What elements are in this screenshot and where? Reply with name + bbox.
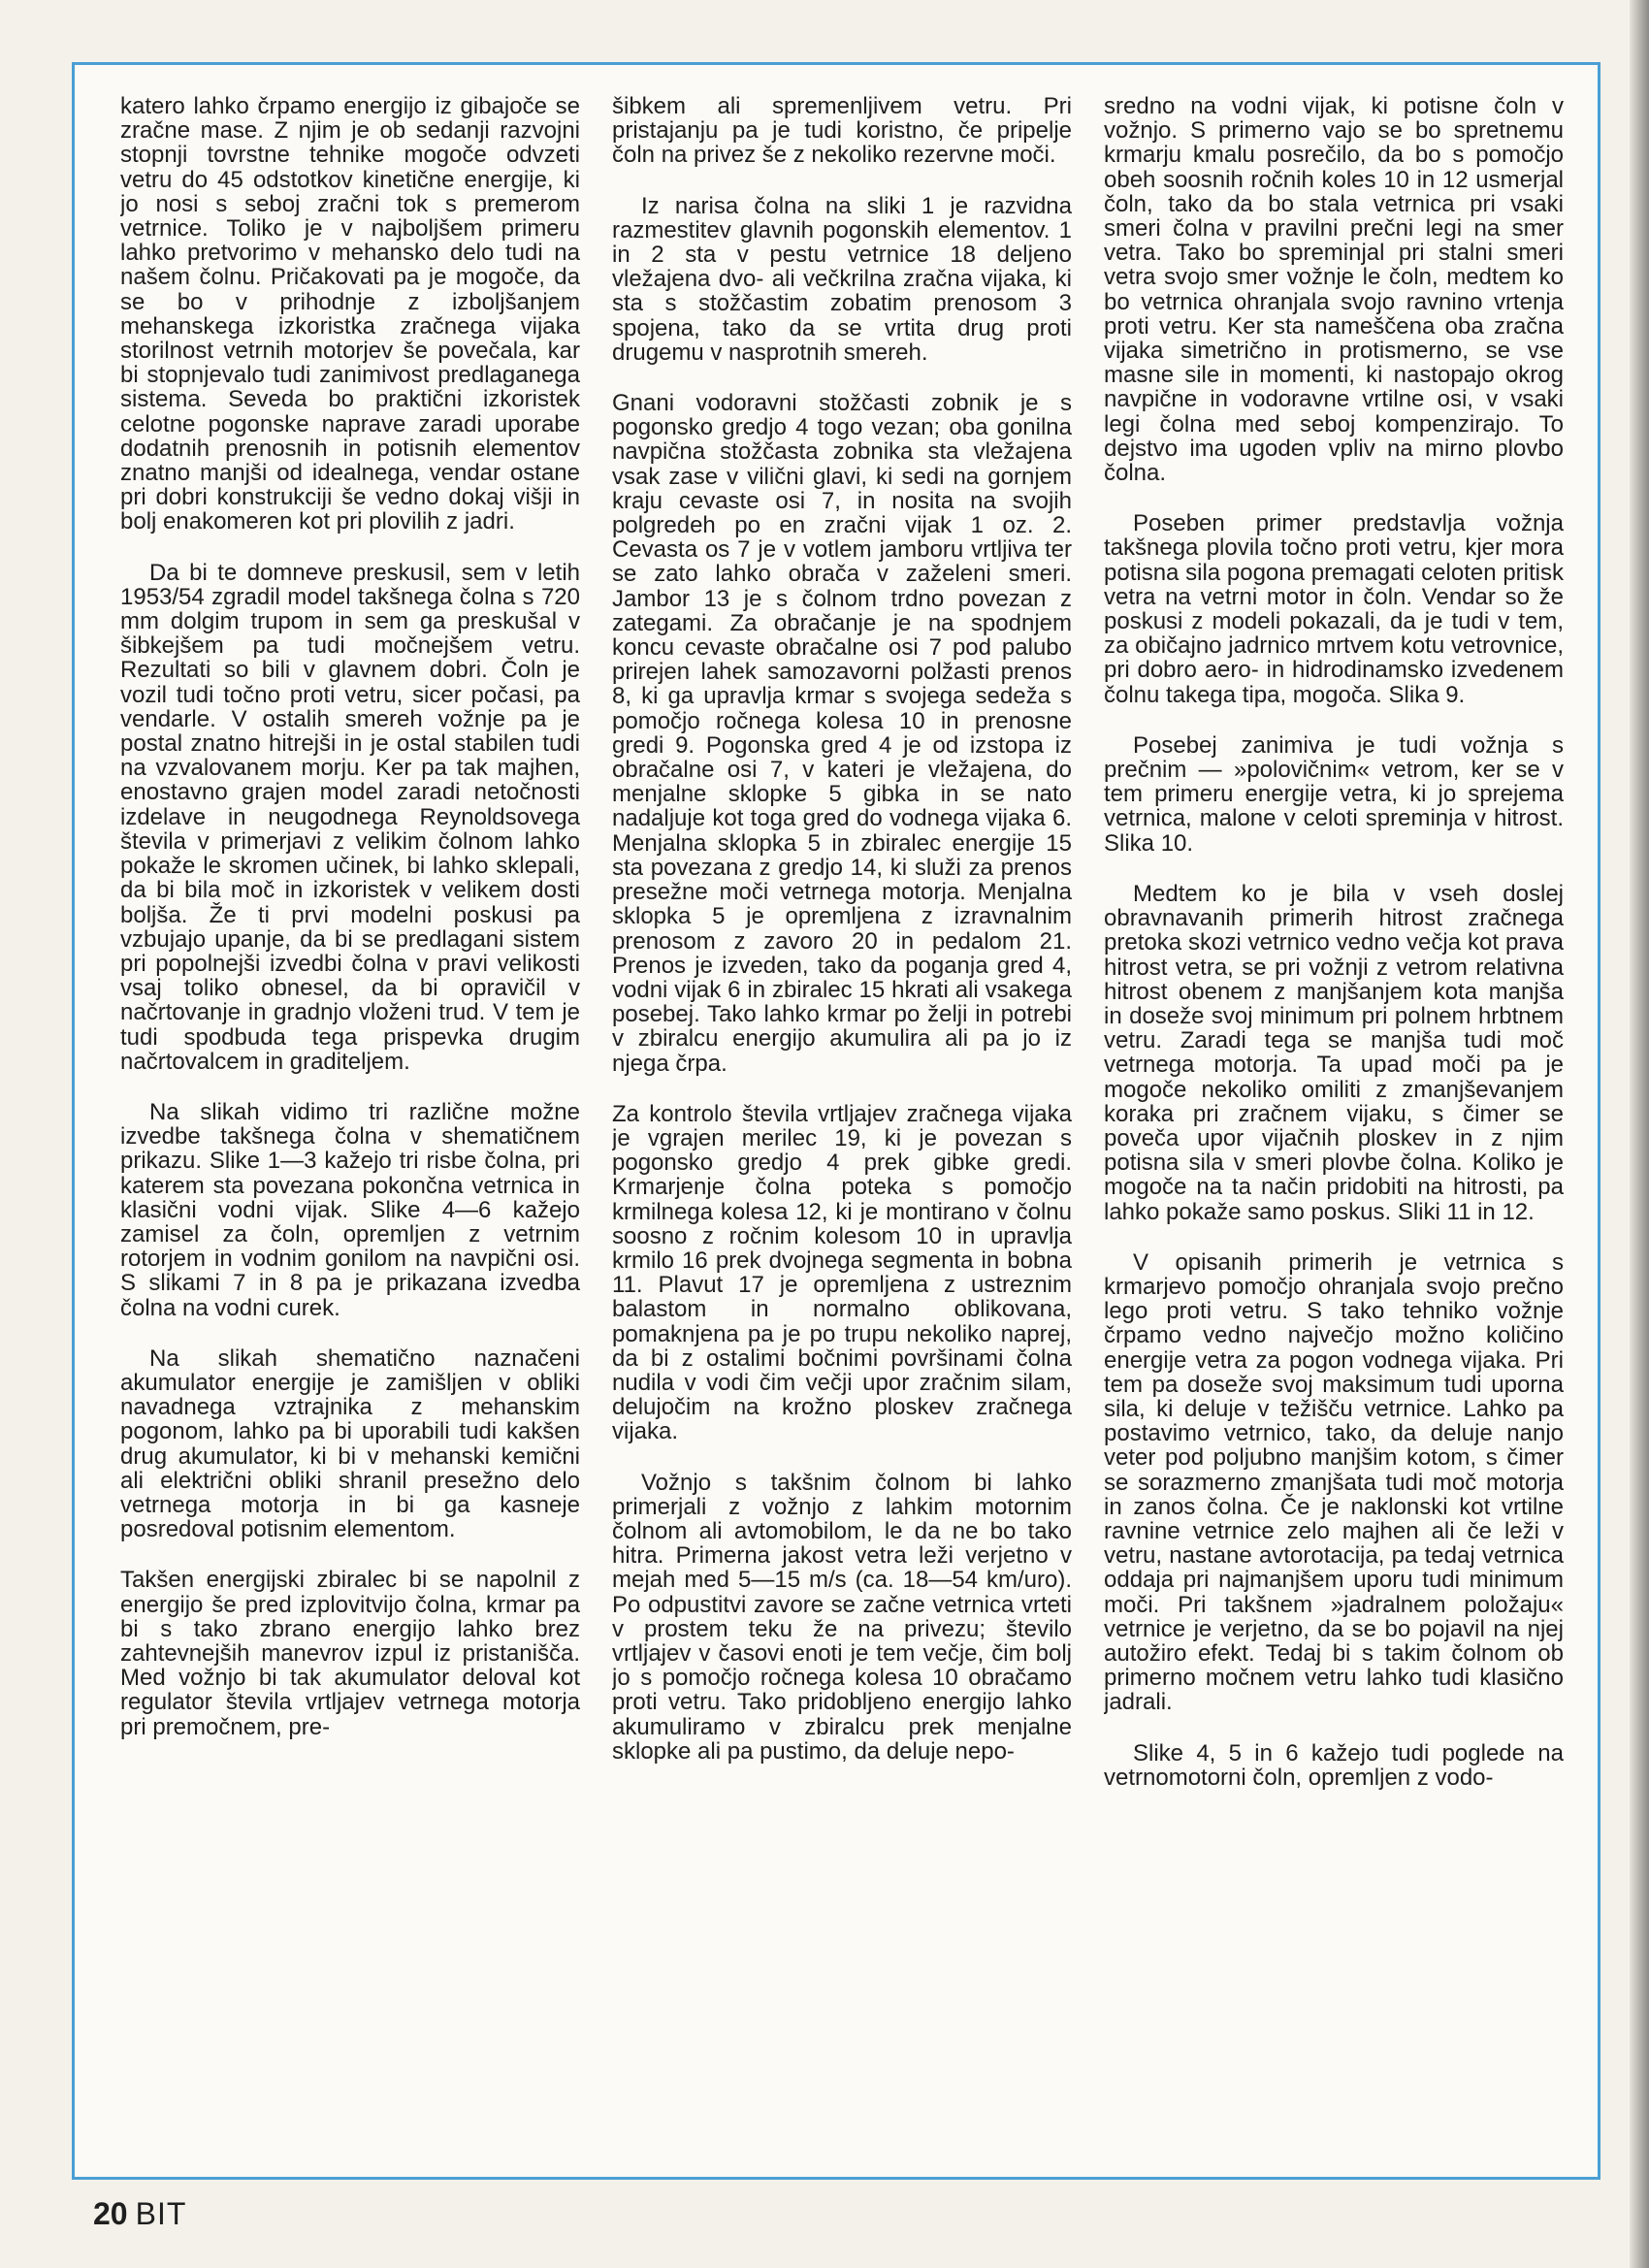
page-number: 20 — [93, 2196, 128, 2231]
column-2 — [612, 94, 1072, 2160]
paragraph: šibkem ali spremenljivem vetru. Pri pristajanju pa je tudi koristno, če pripelje čoln na privez še z nekoliko rezervne moči. — [612, 94, 1072, 169]
paragraph: V opisanih primerih je vetrnica s krmarjevo pomočjo ohranjala svojo prečno lego proti vetru. S tako tehniko vožnje črpamo vedno največjo možno količino energije vetra za pogon vodnega vijaka. Pri tem pa doseže svoj maksimum tudi uporna sila, ki deluje v težišču vetrnice. Lahko pa postavimo vetrnico, tako, da deluje nanjo veter pod poljubno manjšim kotom, s čimer se sorazmerno zmanjšata tudi moč motorja in zanos čolna. Če je naklonski kot vrtilne ravnine vetrnice zelo majhen ali če leži v vetru, nastane avtorotacija, pa tedaj vetrnica oddaja pri najmanjšem uporu tudi minimum moči. Pri takšnem »jadralnem položaju« vetrnice je verjetno, da se bo pojavil na njej autožiro efekt. Tedaj bi s takim čolnom ob primerno močnem vetru lahko tudi klasično jadrali. — [1104, 1248, 1564, 1716]
paragraph: katero lahko črpamo energijo iz gibajoče se zračne mase. Z njim je ob sedanji razvojni stopnji tovrstne tehnike mogoče odvzeti vetru do 45 odstotkov kinetične energije, ki jo nosi s seboj zračni tok s premerom vetrnice. Toliko je v najboljšem primeru lahko pretvorimo v mehansko delo tudi na našem čolnu. Pričakovati pa je mogoče, da se bo v prihodnje z izboljšanjem mehanskega izkoristka zračnega vijaka storilnost vetrnih motorjev še povečala, kar bi stopnjevalo tudi zanimivost predlaganega sistema. Seveda bo praktični izkoristek celotne pogonske naprave zaradi uporabe dodatnih prenosnih in potisnih elementov znatno manjši od idealnega, vendar ostane pri dobri konstrukciji še vedno dokaj višji in bolj enakomeren kot pri plovilih z jadri. — [120, 94, 580, 535]
page-folio — [93, 2194, 186, 2233]
paragraph: Iz narisa čolna na sliki 1 je razvidna razmestitev glavnih pogonskih elementov. 1 in 2 sta v pestu vetrnice 18 deljeno vležajena dvo- ali večkrilna zračna vijaka, ki sta s stožčastim zobatim prenosom 3 spojena, tako da se vrtita drug proti drugemu v nasprotnih smereh. — [612, 192, 1072, 366]
page-edge-shadow — [1630, 0, 1649, 2268]
paragraph: Za kontrolo števila vrtljajev zračnega vijaka je vgrajen merilec 19, ki je povezan s pogonsko gredjo 4 prek gibke gredi. Krmarjenje čolna poteka s pomočjo krmilnega kolesa 12, ki je montirano v čolnu soosno z ročnim kolesom 10 in upravlja krmilo 16 prek dvojnega segmenta in bobna 11. Plavut 17 je opremljena z ustreznim balastom in normalno oblikovana, pomaknjena pa je po trupu nekoliko naprej, da bi z ostalimi bočnimi površinami čolna nudila v vodi čim večji upor zračnim silam, delujočim na krožno ploskev zračnega vijaka. — [612, 1100, 1072, 1445]
paragraph: Takšen energijski zbiralec bi se napolnil z energijo še pred izplovitvijo čolna, krmar pa bi s tako zbrano energijo lahko brez zahtevnejših manevrov izpul iz pristanišča. Med vožnjo bi tak akumulator deloval kot regulator števila vrtljajev vetrnega motorja pri premočnem, pre- — [120, 1567, 580, 1740]
column-1 — [120, 94, 580, 2160]
paragraph: Gnani vodoravni stožčasti zobnik je s pogonsko gredjo 4 togo vezan; oba gonilna navpična stožčasta zobnika sta vležajena vsak zase v vilični glavi, ki sedi na gornjem kraju cevaste osi 7, in nosita na svojih polgredeh po en zračni vijak 1 oz. 2. Cevasta os 7 je v votlem jamboru vrtljiva ter se zato lahko obrača v zaželeni smeri. Jambor 13 je s čolnom trdno povezan z zategami. Za obračanje je na spodnjem koncu cevaste obračalne osi 7 pod palubo prirejen lahek samozavorni polžasti prenos 8, ki ga upravlja krmar s svojega sedeža s pomočjo ročnega kolesa 10 in prenosne gredi 9. Pogonska gred 4 je od izstopa iz obračalne osi 7, v kateri je vležajena, do menjalne sklopke 5 gibka in se nato nadaljuje kot toga gred do vodnega vijaka 6. Menjalna sklopka 5 in zbiralec energije 15 sta povezana z gredjo 14, ki služi za prenos presežne moči vetrnega motorja. Menjalna sklopka 5 je opremljena z izravnalnim prenosom z zavoro 20 in pedalom 21. Prenos je izveden, tako da poganja gred 4, vodni vijak 6 in zbiralec 15 hkrati ali vsakega posebej. Tako lahko krmar po želji in potrebi v zbiralcu energijo akumulira ali pa jo iz njega črpa. — [612, 390, 1072, 1077]
paragraph: Posebej zanimiva je tudi vožnja s prečnim — »polovičnim« vetrom, ker se v tem primeru energije vetra, ki jo sprejema vetrnica, malone v celoti spreminja v hitrost. Slika 10. — [1104, 731, 1564, 857]
paragraph: Poseben primer predstavlja vožnja takšnega plovila točno proti vetru, kjer mora potisna sila pogona premagati celoten pritisk vetra na vetrni motor in čoln. Vendar so že poskusi z modeli pokazali, da je tudi v tem, za običajno jadrnico mrtvem kotu vetrovnice, pri dobro aero- in hidrodinamsko izvedenem čolnu takega tipa, mogoča. Slika 9. — [1104, 510, 1564, 708]
paragraph: Medtem ko je bila v vseh doslej obravnavanih primerih hitrost zračnega pretoka skozi vetrnico vedno večja kot prava hitrost vetra, se pri vožnji z vetrom relativna hitrost obenem z manjšanjem kota manjša in doseže svoj minimum pri polnem hrbtnem vetru. Zaradi tega se manjša tudi moč vetrnega motorja. Ta upad moči pa je mogoče nekoliko omiliti z zmanjševanjem koraka pri zračnem vijaku, s čimer se poveča upor vijačnih ploskev in z njim potisna sila v smeri plovbe čolna. Koliko je mogoče na ta način pridobiti na hitrosti, pa lahko pokaže samo poskus. Sliki 11 in 12. — [1104, 880, 1564, 1225]
paragraph: Na slikah vidimo tri različne možne izvedbe takšnega čolna v shematičnem prikazu. Slike 1—3 kažejo tri risbe čolna, pri katerem sta povezana pokončna vetrnica in klasični vodni vijak. Slike 4—6 kažejo zamisel za čoln, opremljen z vetrnim rotorjem in vodnim gonilom na navpični osi. S slikami 7 in 8 pa je prikazana izvedba čolna na vodni curek. — [120, 1098, 580, 1321]
paragraph: sredno na vodni vijak, ki potisne čoln v vožnjo. S primerno vajo se bo spretnemu krmarju kmalu posrečilo, da bo s pomočjo obeh soosnih ročnih koles 10 in 12 usmerjal čoln, tako da bo stala vetrnica pri vsaki smeri čolna v pravilni prečni legi na smer vetra. Tako bo spreminjal pri stalni smeri vetra svojo smer vožnje le čoln, medtem ko bo vetrnica ohranjala svojo ravnino vrtenja proti vetru. Ker sta nameščena oba zračna vijaka simetrično in protismerno, se vse masne sile in momenti, ki nastopajo okrog navpične in vodoravne vrtilne osi, v vsaki legi čolna med seboj kompenzirajo. To dejstvo ima ugoden vpliv na mirno plovbo čolna. — [1104, 94, 1564, 487]
magazine-name: BIT — [135, 2196, 187, 2231]
paragraph: Na slikah shematično naznačeni akumulator energije je zamišljen v obliki navadnega vztrajnika z mehanskim pogonom, lahko pa bi uporabili tudi kakšen drug akumulator, ki bi v mehanski kemični ali električni obliki shranil presežno delo vetrnega motorja in bi ga kasneje posredoval potisnim elementom. — [120, 1345, 580, 1543]
paragraph: Slike 4, 5 in 6 kažejo tudi poglede na vetrnomotorni čoln, opremljen z vodo- — [1104, 1739, 1564, 1791]
paragraph: Vožnjo s takšnim čolnom bi lahko primerjali z vožnjo z lahkim motornim čolnom ali avtomobilom, le da ne bo tako hitra. Primerna jakost vetra leži verjetno v mejah med 5—15 m/s (ca. 18—54 km/uro). Po odpustitvi zavore se začne vetrnica vrteti v prostem teku že na privezu; število vrtljajev v časovi enoti je tem večje, čim bolj jo s pomočjo ročnega kolesa 10 obračamo proti vetru. Tako pridobljeno energijo lahko akumuliramo v zbiralcu prek menjalne sklopke ali pa pustimo, da deluje nepo- — [612, 1469, 1072, 1765]
column-3 — [1104, 94, 1564, 2160]
paragraph: Da bi te domneve preskusil, sem v letih 1953/54 zgradil model takšnega čolna s 720 mm dolgim trupom in sem ga preskušal v šibkejšem pa tudi močnejšem vetru. Rezultati so bili v glavnem dobri. Čoln je vozil tudi točno proti vetru, sicer počasi, pa vendarle. V ostalih smereh vožnje pa je postal znatno hitrejši in je ostal stabilen tudi na vzvalovanem morju. Ker pa tak majhen, enostavno grajen model zaradi netočnosti izdelave in neugodnega Reynoldsovega števila v primerjavi z velikim čolnom lahko pokaže le skromen učinek, bi lahko sklepali, da bi bila moč in izkoristek v velikem dosti boljša. Že ti prvi modelni poskusi pa vzbujajo upanje, da bi se predlagani sistem pri popolnejši izvedbi čolna v pravi velikosti vsaj toliko obnesel, da bi opravičil v načrtovanje in gradnjo vloženi trud. V tem je tudi spodbuda tega prispevka drugim načrtovalcem in graditeljem. — [120, 559, 580, 1075]
page-frame — [72, 62, 1600, 2180]
article-body — [120, 94, 1564, 2160]
